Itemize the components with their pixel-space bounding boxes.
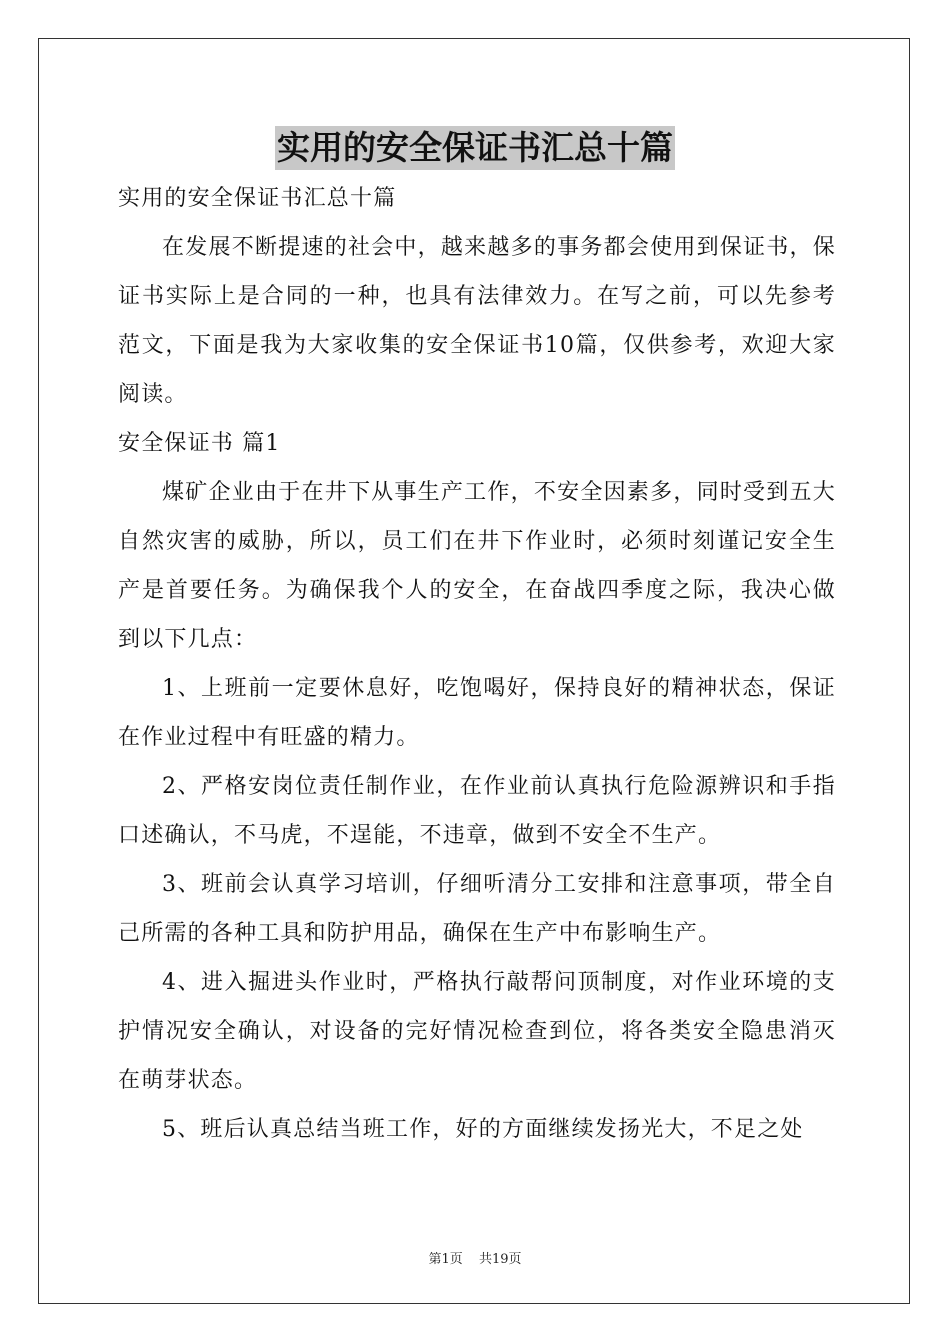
document-body bbox=[118, 174, 836, 1154]
page-number: 第1页 bbox=[428, 1252, 463, 1267]
list-item-4: 4、进入掘进头作业时，严格执行敲帮问顶制度，对作业环境的支护情况安全确认，对设备的完好情况检查到位，将各类安全隐患消灭在萌芽状态。 bbox=[118, 970, 836, 1093]
intro-paragraph: 在发展不断提速的社会中，越来越多的事务都会使用到保证书，保证书实际上是合同的一种，也具有法律效力。在写之前，可以先参考范文，下面是我为大家收集的安全保证书10篇，仅供参考，欢迎大家阅读。 bbox=[118, 235, 836, 407]
document-subtitle: 实用的安全保证书汇总十篇 bbox=[118, 186, 397, 211]
section-heading: 安全保证书 篇1 bbox=[118, 431, 281, 456]
list-item-3: 3、班前会认真学习培训，仔细听清分工安排和注意事项，带全自己所需的各种工具和防护用品，确保在生产中布影响生产。 bbox=[118, 872, 836, 946]
document-title: 实用的安全保证书汇总十篇 bbox=[275, 126, 675, 170]
list-item-5: 5、班后认真总结当班工作，好的方面继续发扬光大，不足之处 bbox=[162, 1117, 804, 1142]
title-container bbox=[0, 126, 950, 170]
list-item-2: 2、严格安岗位责任制作业，在作业前认真执行危险源辨识和手指口述确认，不马虎，不逞能，不违章，做到不安全不生产。 bbox=[118, 774, 836, 848]
page-total: 共19页 bbox=[478, 1252, 522, 1267]
page-footer bbox=[0, 1248, 950, 1267]
body-paragraph: 煤矿企业由于在井下从事生产工作，不安全因素多，同时受到五大自然灾害的威胁，所以，员工们在井下作业时，必须时刻谨记安全生产是首要任务。为确保我个人的安全，在奋战四季度之际，我决心做到以下几点： bbox=[118, 480, 836, 652]
list-item-1: 1、上班前一定要休息好，吃饱喝好，保持良好的精神状态，保证在作业过程中有旺盛的精力。 bbox=[118, 676, 836, 750]
